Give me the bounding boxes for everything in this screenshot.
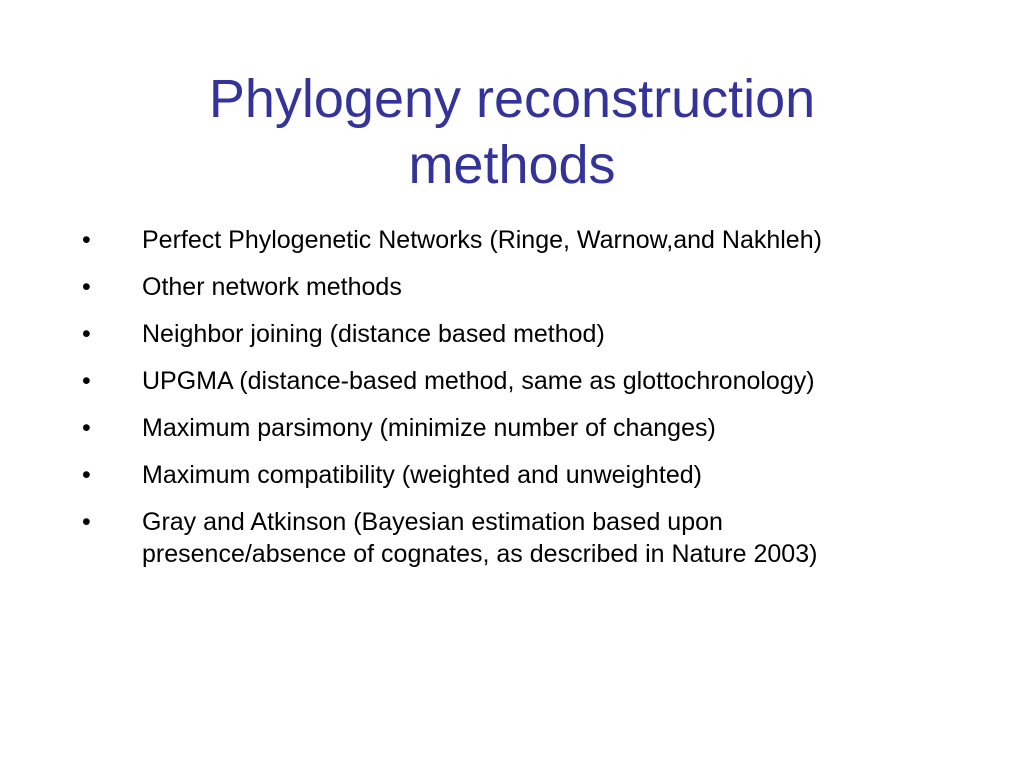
list-item xyxy=(82,412,902,444)
list-item-text: Maximum compatibility (weighted and unweighted) xyxy=(142,461,702,489)
list-item-text: Maximum parsimony (minimize number of changes) xyxy=(142,414,716,442)
bullet-icon: • xyxy=(82,508,91,536)
list-item-text: Perfect Phylogenetic Networks (Ringe, Warnow,and Nakhleh) xyxy=(142,226,822,254)
list-item-text: Gray and Atkinson (Bayesian estimation based upon presence/absence of cognates, as described in Nature 2003) xyxy=(142,508,818,568)
list-item xyxy=(82,365,902,397)
bullet-icon: • xyxy=(82,461,91,489)
list-item-text: Other network methods xyxy=(142,273,402,301)
list-item xyxy=(82,224,902,256)
bullet-icon: • xyxy=(82,273,91,301)
list-item xyxy=(82,506,902,570)
slide-title: Phylogeny reconstruction methods xyxy=(208,69,816,195)
bullet-icon: • xyxy=(82,320,91,348)
bullet-list xyxy=(82,224,902,585)
bullet-icon: • xyxy=(82,414,91,442)
bullet-icon: • xyxy=(82,226,91,254)
list-item xyxy=(82,271,902,303)
list-item-text: Neighbor joining (distance based method) xyxy=(142,320,605,348)
list-item xyxy=(82,459,902,491)
list-item-text: UPGMA (distance-based method, same as glottochronology) xyxy=(142,367,815,395)
list-item xyxy=(82,318,902,350)
bullet-icon: • xyxy=(82,367,91,395)
